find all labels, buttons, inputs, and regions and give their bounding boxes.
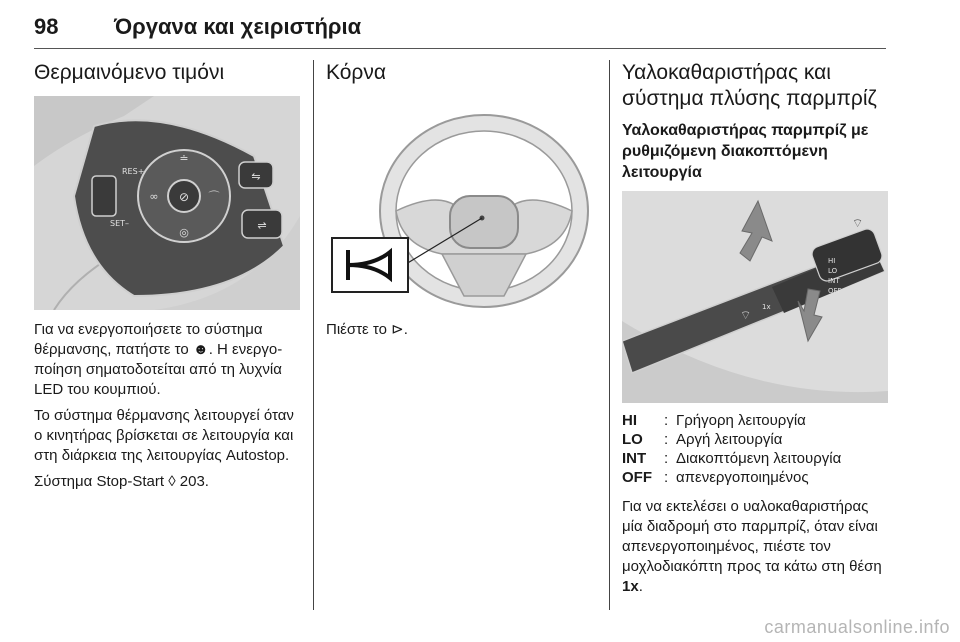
int-label: INT [828, 277, 840, 285]
page-header [34, 14, 886, 54]
wiper-definitions [622, 411, 888, 487]
heated-wheel-icon: ☻ [192, 341, 209, 358]
definition-value: Γρήγορη λειτουργία [676, 412, 806, 429]
heated-wheel-reference: Σύστημα Stop-Start ◊ 203. [34, 473, 209, 490]
svg-text:⌒: ⌒ [208, 190, 220, 203]
svg-text:◎: ◎ [179, 226, 189, 239]
horn-paragraph: Πιέστε το ⊳. [326, 321, 408, 338]
svg-text:⌔: ⌔ [740, 308, 752, 322]
header-rule [34, 48, 886, 49]
watermark: carmanualsonline.info [764, 617, 950, 637]
svg-text:⇌: ⇌ [257, 219, 267, 232]
one-x-label: 1x [762, 303, 771, 311]
heated-wheel-section [34, 60, 300, 498]
res-label: RES+ [122, 167, 145, 176]
definition-value: απενεργοποιημένος [676, 469, 809, 486]
definition-key: LO [622, 431, 643, 448]
wiper-section [622, 60, 888, 603]
horn-figure [326, 96, 596, 310]
column-divider-1 [313, 60, 314, 610]
definition-key: OFF [622, 469, 652, 486]
off-label: OFF [828, 287, 842, 295]
column-divider-2 [609, 60, 610, 610]
definition-colon: : [664, 431, 669, 448]
heated-wheel-heading: Θερμαινόμενο τιμόνι [34, 61, 225, 84]
definition-key: HI [622, 412, 637, 429]
definition-value: Αργή λειτουργία [676, 431, 783, 448]
definition-colon: : [664, 412, 669, 429]
set-label: SET– [110, 219, 130, 228]
wiper-subheading: Υαλοκαθαριστήρας παρμπρίζ με ρυθμιζόμενη διακοπτόμενη λειτουργία [622, 122, 869, 181]
definition-key: INT [622, 450, 647, 467]
wiper-paragraph: Για να εκτελέσει ο υαλοκαθαριστήρας μία διαδρομή στο παρμπρίζ, όταν είναι απενεργοποιημένος, πιέστε τον μοχλοδιακόπτη προς τα κάτω στη θέση 1x. [622, 498, 882, 595]
page-title: Όργανα και χειριστήρια [114, 14, 362, 39]
steering-wheel-horn-illustration [326, 96, 596, 310]
page-number: 98 [34, 14, 59, 39]
svg-text:≐: ≐ [179, 152, 189, 165]
wiper-heading: Υαλοκαθαριστήρας και σύστημα πλύσης παρμπρίζ [622, 61, 877, 110]
wiper-figure [622, 191, 888, 403]
heated-wheel-figure [34, 96, 300, 310]
horn-section [326, 60, 596, 346]
definition-row [622, 449, 888, 468]
steering-wheel-controls-illustration [34, 96, 300, 310]
heated-wheel-paragraph-1: Για να ενεργοποιήσετε το σύστημα θέρμανσης, πατήστε το ☻. Η ενεργοποίηση σηματοδοτείται από τη λυχνία LED του κουμπιού. [34, 321, 283, 398]
svg-text:⊘: ⊘ [178, 190, 190, 204]
hi-label: HI [828, 257, 836, 265]
page-reference-arrow-icon: ◊ [168, 473, 176, 490]
heated-wheel-paragraph-2: Το σύστημα θέρμανσης λειτουργεί όταν ο κινητήρας βρίσκεται σε λειτουργία και στη διάρκεια της λειτουργίας Autostop. [34, 407, 294, 464]
definition-row [622, 411, 888, 430]
horn-heading: Κόρνα [326, 61, 387, 84]
definition-colon: : [664, 469, 669, 486]
definition-row [622, 468, 888, 487]
svg-text:∞: ∞ [149, 190, 159, 203]
svg-text:⌔: ⌔ [852, 216, 864, 230]
definition-colon: : [664, 450, 669, 467]
svg-text:⇋: ⇋ [251, 170, 261, 183]
lo-label: LO [828, 267, 838, 275]
horn-icon: ⊳ [391, 321, 404, 338]
definition-row [622, 430, 888, 449]
definition-value: Διακοπτόμενη λειτουργία [676, 450, 842, 467]
wiper-stalk-illustration [622, 191, 888, 403]
